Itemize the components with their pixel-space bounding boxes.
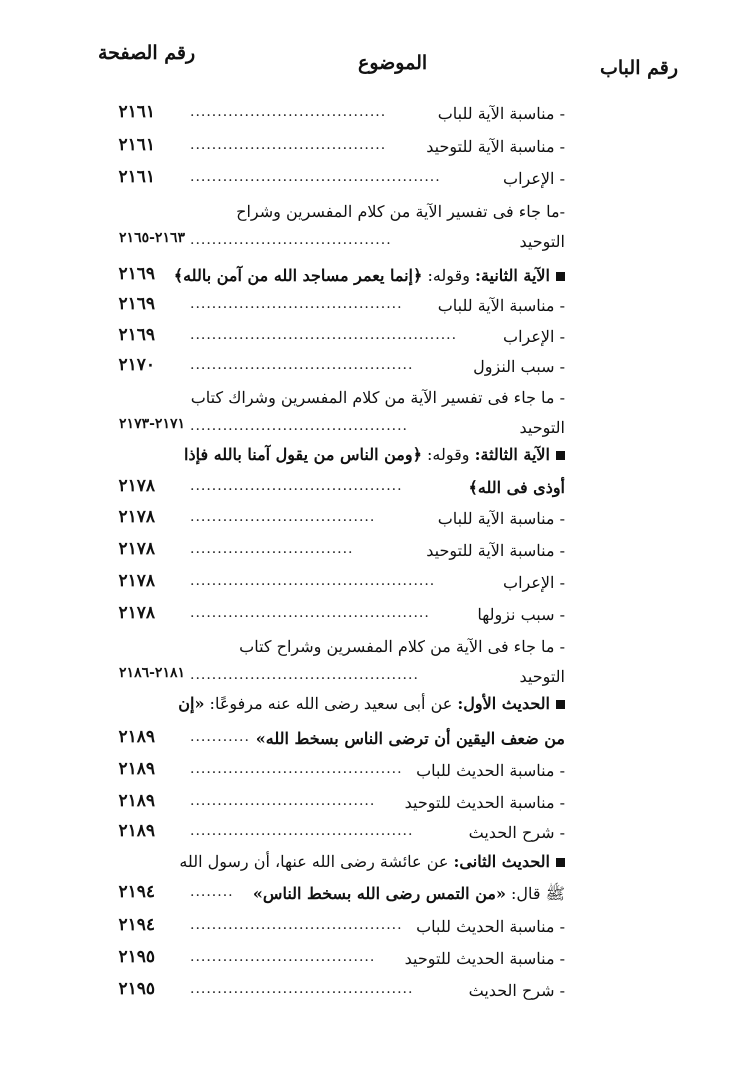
page-number: ٢١٦٩ xyxy=(118,264,155,284)
leader-dots: ........................................ xyxy=(190,418,409,434)
toc-entry xyxy=(95,505,575,535)
entry-label: - الإعراب xyxy=(503,327,565,346)
toc-entry xyxy=(95,913,575,943)
leader-dots: ....................................... xyxy=(190,296,403,312)
toc-entry xyxy=(95,474,575,504)
leader-dots: .......................................... xyxy=(190,667,419,683)
toc-entry-text xyxy=(503,327,565,346)
toc-entry xyxy=(95,725,575,755)
toc-entry-text xyxy=(503,573,565,592)
toc-entry xyxy=(95,323,575,353)
page-number: ٢١٧٨ xyxy=(118,603,155,623)
leader-dots: .................................. xyxy=(190,793,376,809)
page-number: ٢١٧١-٢١٧٣ xyxy=(119,416,185,432)
page-number: ٢١٨٩ xyxy=(118,759,155,779)
entry-label: التوحيد xyxy=(519,667,565,686)
page-number: ٢١٦١ xyxy=(118,167,155,187)
toc-entry-text xyxy=(438,509,565,528)
toc-entry xyxy=(95,789,575,819)
entry-label: -ما جاء فى تفسير الآية من كلام المفسرين وشراح xyxy=(236,202,565,221)
entry-quote: ﴿إنما يعمر مساجد الله من آمن بالله﴾ xyxy=(173,266,423,285)
toc-entry xyxy=(95,228,575,258)
toc-entry-text xyxy=(426,541,565,560)
toc-entry xyxy=(95,848,575,878)
entry-lead: الآية الثالثة: xyxy=(474,445,550,464)
entry-label: - مناسبة الحديث للتوحيد xyxy=(404,793,565,812)
entry-label: عن أبى سعيد رضى الله عنه مرفوعًا: xyxy=(204,694,458,713)
leader-dots: ........ xyxy=(190,884,234,900)
entry-label: - مناسبة الحديث للتوحيد xyxy=(404,949,565,968)
toc-entry xyxy=(95,690,575,720)
entry-quote: «من التمس رضى الله بسخط الناس» xyxy=(252,884,506,903)
entry-lead: الآية الثانية: xyxy=(475,266,550,285)
toc-entry-text xyxy=(416,761,565,780)
leader-dots: ................................................. xyxy=(190,327,458,343)
leader-dots: ............................................. xyxy=(190,573,436,589)
entry-label: - مناسبة الآية للباب xyxy=(437,296,565,315)
toc-entry xyxy=(95,165,575,195)
toc-entry-text xyxy=(239,637,565,656)
page-number: ٢١٩٤ xyxy=(118,882,155,902)
toc-entry xyxy=(95,601,575,631)
toc-entry xyxy=(95,384,575,414)
toc-entry-text xyxy=(469,981,565,1000)
leader-dots: ......................................... xyxy=(190,823,414,839)
entry-lead: الحديث الأول: xyxy=(457,694,550,713)
page-number: ٢١٧٨ xyxy=(118,476,155,496)
entry-label: وقوله: xyxy=(422,266,476,285)
page-number: ٢١٦٩ xyxy=(118,325,155,345)
bullet-square-icon xyxy=(556,272,565,281)
entry-lead: الحديث الثانى: xyxy=(453,852,550,871)
page-number: ٢١٩٥ xyxy=(118,979,155,999)
entry-label: التوحيد xyxy=(519,232,565,251)
leader-dots: ....................................... xyxy=(190,478,403,494)
entry-label: - ما جاء فى تفسير الآية من كلام المفسرين وشراك كتاب xyxy=(190,388,565,407)
page-number: ٢١٧٠ xyxy=(118,355,155,375)
leader-dots: .................................... xyxy=(190,137,387,153)
page-number: ٢١٧٨ xyxy=(118,539,155,559)
toc-entry xyxy=(95,757,575,787)
page-number: ٢١٦١ xyxy=(118,135,155,155)
page-number: ٢١٦٩ xyxy=(118,294,155,314)
toc-entry-text xyxy=(416,917,565,936)
entry-label: - مناسبة الحديث للباب xyxy=(416,761,565,780)
toc-entry-text xyxy=(191,388,565,407)
page-number: ٢١٨٩ xyxy=(118,727,155,747)
bullet-square-icon xyxy=(556,451,565,460)
toc-entry xyxy=(95,880,575,910)
toc-entry xyxy=(95,414,575,444)
toc-entry-text xyxy=(236,202,565,221)
toc-entry xyxy=(95,100,575,130)
toc-entry-text xyxy=(519,418,565,437)
entry-label: - مناسبة الآية للباب xyxy=(437,509,565,528)
page-number: ٢١٦٣-٢١٦٥ xyxy=(119,230,185,246)
toc-entry-text xyxy=(473,357,565,376)
page-number: ٢١٧٨ xyxy=(118,571,155,591)
leader-dots: ........... xyxy=(190,729,250,745)
entry-label: - الإعراب xyxy=(503,169,565,188)
leader-dots: .............................................. xyxy=(190,169,441,185)
entry-label: - مناسبة الآية للتوحيد xyxy=(426,137,565,156)
leader-dots: .............................. xyxy=(190,541,354,557)
entry-label: التوحيد xyxy=(519,418,565,437)
toc-entry xyxy=(95,133,575,163)
toc-entry xyxy=(95,819,575,849)
page-number: ٢١٨٩ xyxy=(118,791,155,811)
bullet-square-icon xyxy=(556,858,565,867)
toc-entry-text xyxy=(178,694,565,713)
toc-entry-text xyxy=(519,667,565,686)
page-number: ٢١٦١ xyxy=(118,102,155,122)
page-number: ٢١٩٥ xyxy=(118,947,155,967)
chapter-number-header: رقم الباب xyxy=(600,57,678,79)
toc-entry-text xyxy=(253,884,565,907)
toc-entry xyxy=(95,663,575,693)
page-number-header: رقم الصفحة xyxy=(98,42,196,64)
topic-header: الموضوع xyxy=(358,52,428,74)
entry-label: - مناسبة الآية للتوحيد xyxy=(426,541,565,560)
leader-dots: ....................................... xyxy=(190,917,403,933)
entry-label: - شرح الحديث xyxy=(468,823,565,842)
leader-dots: .................................. xyxy=(190,949,376,965)
toc-entry xyxy=(95,537,575,567)
toc-entry xyxy=(95,198,575,228)
leader-dots: .................................... xyxy=(190,104,387,120)
toc-entry-text xyxy=(179,852,565,871)
toc-entry-text xyxy=(469,823,565,842)
toc-entry xyxy=(95,977,575,1007)
entry-label: - سبب نزولها xyxy=(477,605,565,624)
toc-entry xyxy=(95,633,575,663)
toc-entry-text xyxy=(256,729,565,748)
entry-label: - مناسبة الآية للباب xyxy=(437,104,565,123)
toc-entry xyxy=(95,945,575,975)
toc-entry xyxy=(95,292,575,322)
leader-dots: ............................................ xyxy=(190,605,430,621)
page-number: ٢١٩٤ xyxy=(118,915,155,935)
entry-quote: ﴿ومن الناس من يقول آمنا بالله فإذا xyxy=(184,445,422,464)
toc-entry-text xyxy=(519,232,565,251)
toc-entry-text xyxy=(468,478,565,497)
leader-dots: ......................................... xyxy=(190,981,414,997)
bullet-square-icon xyxy=(556,700,565,709)
toc-entry xyxy=(95,353,575,383)
toc-entry-text xyxy=(405,793,565,812)
leader-dots: ....................................... xyxy=(190,761,403,777)
entry-label: عن عائشة رضى الله عنها، أن رسول الله xyxy=(179,852,454,871)
toc-entry xyxy=(95,569,575,599)
toc-entry-text xyxy=(174,266,565,285)
entry-label: - ما جاء فى الآية من كلام المفسرين وشراح كتاب xyxy=(239,637,565,656)
entry-label: ﷺ قال: xyxy=(505,884,565,903)
leader-dots: ......................................... xyxy=(190,357,414,373)
entry-label: - مناسبة الحديث للباب xyxy=(416,917,565,936)
leader-dots: .................................. xyxy=(190,509,376,525)
entry-quote: «إن xyxy=(178,694,205,713)
toc-entry-text xyxy=(184,445,565,464)
entry-quote: أوذى فى الله﴾ xyxy=(468,478,565,497)
entry-label: - شرح الحديث xyxy=(468,981,565,1000)
toc-entry xyxy=(95,441,575,471)
toc-entry xyxy=(95,262,575,292)
entry-label: - الإعراب xyxy=(503,573,565,592)
leader-dots: ..................................... xyxy=(190,232,392,248)
page-number: ٢١٧٨ xyxy=(118,507,155,527)
page-number: ٢١٨٩ xyxy=(118,821,155,841)
entry-quote: من ضعف اليقين أن ترضى الناس بسخط الله» xyxy=(255,729,565,748)
entry-label: - سبب النزول xyxy=(473,357,565,376)
entry-label: وقوله: xyxy=(421,445,475,464)
page-number: ٢١٨١-٢١٨٦ xyxy=(119,665,185,681)
toc-entry-text xyxy=(405,949,565,968)
